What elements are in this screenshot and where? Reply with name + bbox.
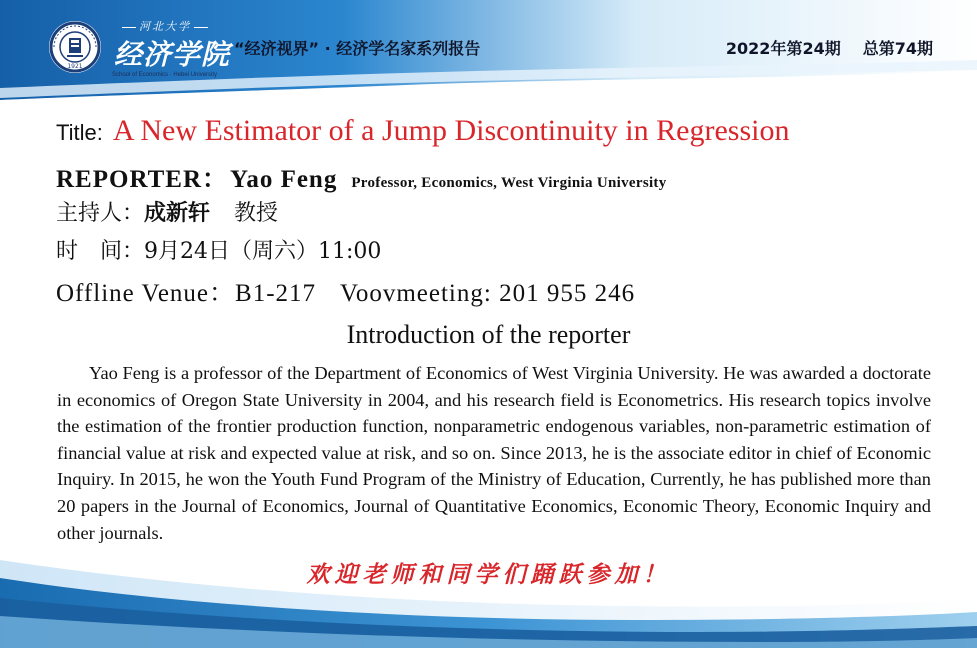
reporter-affiliation: Professor, Economics, West Virginia University [351,175,667,191]
issue-number [726,36,933,59]
venue-value: B1-217 [235,280,317,307]
brand-english-name: School of Economics · Hebei University [112,72,218,78]
school-brand [112,18,231,84]
talk-title: A New Estimator of a Jump Discontinuity in Regression [112,114,790,147]
series-title: “经济视界” · 经济学名家系列报告 [234,39,481,58]
seal-year: 1921 [67,63,83,70]
time-label: 时 间： [56,239,145,264]
meeting-id: 201 955 246 [499,280,636,307]
time-row [56,234,381,265]
talk-title-row [56,114,789,148]
reporter-name: Yao Feng [230,166,338,193]
host-title: 教授 [234,201,279,226]
venue-label: Offline Venue： [56,280,236,307]
host-name: 成新轩 [144,200,211,226]
time-value: 9月24日（周六）11:00 [144,239,382,264]
issue-total: 总第74期 [862,39,933,58]
welcome-slogan: 欢迎老师和同学们踊跃参加！ [306,561,671,588]
intro-heading: Introduction of the reporter [346,320,631,349]
intro-paragraph: Yao Feng is a professor of the Department of Economics of West Virginia University. He was awarded a doctorate in economics of Oregon State University in 2004, and his research field is Econometrics. His research topics involve the estimation of the frontier production function, nonparametric endogenous variables, non-parametric estimation of financial value at risk and expected value at risk, and so on. Since 2013, he is the associate editor in chief of Economic Inquiry. In 2015, he won the Youth Fund Program of the Ministry of Education, Currently, he has published more than 20 papers in the Journal of Economics, Journal of Quantitative Economics, Economic Theory, Economic Inquiry and other journals. [57,363,931,543]
host-label: 主持人： [56,201,145,226]
university-seal-logo [48,20,102,74]
issue-period: 2022年第24期 [725,39,841,58]
meeting-label: Voovmeeting: [340,280,492,307]
host-row [56,196,278,227]
brand-school-name: 经济学院 [114,38,231,71]
venue-row [56,273,635,309]
header-band [0,0,977,100]
reporter-row [56,159,667,195]
title-label: Title: [56,120,103,145]
reporter-label: REPORTER： [56,166,229,193]
brand-university-name: 河北大学 [112,18,218,34]
